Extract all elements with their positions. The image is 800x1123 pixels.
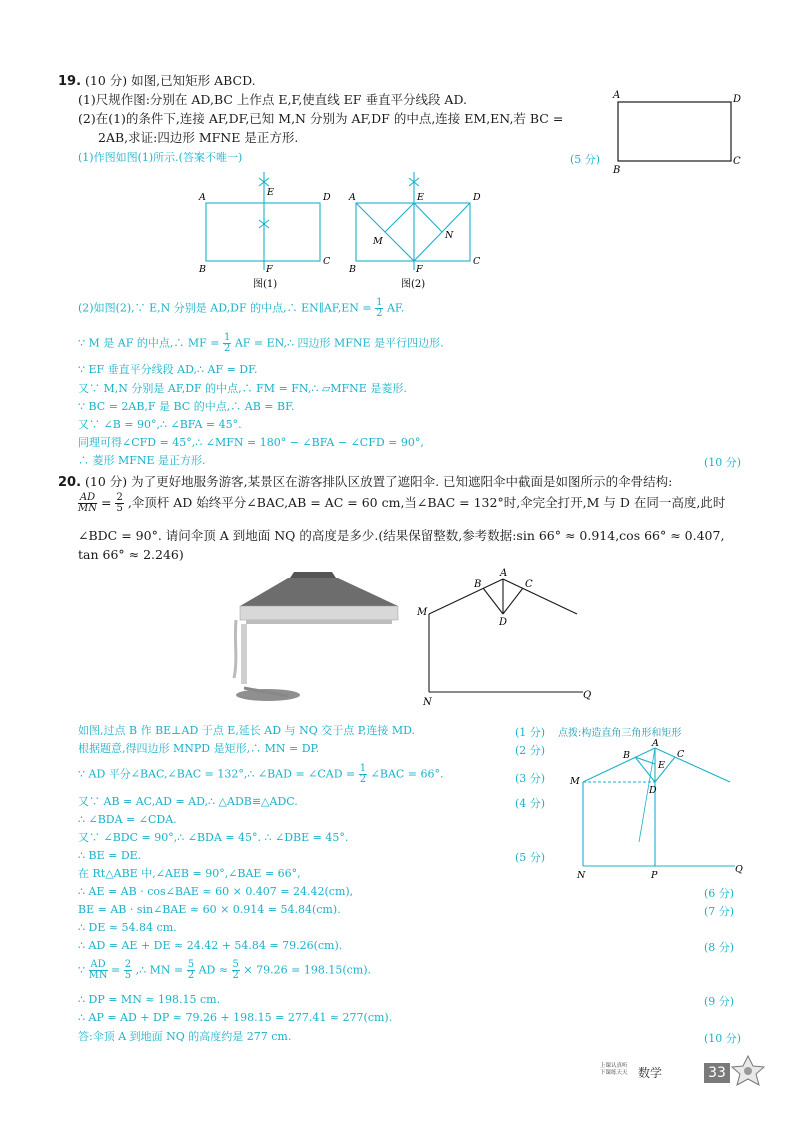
q20-ans-9-score: (6 分) xyxy=(704,887,735,900)
q19-answer-line-2 xyxy=(78,333,444,354)
ans-label-A: A xyxy=(652,738,659,749)
fig1-label-F: F xyxy=(266,264,273,275)
q19-l1-den: 2 xyxy=(376,308,383,319)
q19-answer-figure-1 xyxy=(195,168,345,290)
q20-ans-4-score: (4 分) xyxy=(515,797,546,810)
fig1-label-E: E xyxy=(267,187,274,198)
rectangle-abcd xyxy=(618,102,731,161)
q19-answer-line-3: ∵ EF 垂直平分线段 AD,∴ AF = DF. xyxy=(78,363,258,376)
diagram-label-N: N xyxy=(423,697,432,708)
q19-answer-line-6: 又∵ ∠B = 90°,∴ ∠BFA = 45°. xyxy=(78,418,242,431)
q20-ans-1: 如图,过点 B 作 BE⊥AD 于点 E,延长 AD 与 NQ 交于点 P,连接 MD. xyxy=(78,724,416,737)
q20-s3-fraction xyxy=(359,764,367,785)
label-D: D xyxy=(733,94,742,105)
fig2-label-D: D xyxy=(473,192,481,203)
fig1-caption: 图(1) xyxy=(253,279,278,290)
q20-ans-8: 在 Rt△ABE 中,∠AEB = 90°,∠BAE = 66°, xyxy=(78,867,301,880)
q20-ratio-value xyxy=(115,493,123,514)
q19-rectangle-figure xyxy=(605,88,755,178)
rib-left xyxy=(429,579,503,614)
diagram-label-Q: Q xyxy=(583,690,592,701)
q19-l2-den: 2 xyxy=(223,343,231,354)
q20-ratio-ad-mn xyxy=(78,493,97,514)
q20-ans-13 xyxy=(78,960,371,981)
diagram-label-A: A xyxy=(500,568,508,579)
rib-right xyxy=(503,579,577,614)
q20-ratio-num: 2 xyxy=(116,492,123,503)
q19-score: (10 分) xyxy=(85,73,128,88)
q20-s13-frac-2 xyxy=(187,960,195,981)
footer-slogan-line-2: 下课练天天 xyxy=(600,1070,628,1076)
q20-ratio-den: 5 xyxy=(116,503,123,514)
q20-s13-n1: 2 xyxy=(124,959,132,970)
q20-ans-3 xyxy=(78,764,444,785)
strut-bd xyxy=(483,588,503,614)
q20-ans-15: ∴ AP = AD + DP ≈ 79.26 + 198.15 = 277.41 ≈ 277(cm). xyxy=(78,1011,393,1024)
q19-answer-line-8: ∴ 菱形 MFNE 是正方形. xyxy=(78,454,206,467)
q20-s13-d2: 2 xyxy=(187,970,195,981)
q19-l1-post: AF. xyxy=(386,301,405,315)
ans-label-E: E xyxy=(658,760,665,771)
q20-ans-7-score: (5 分) xyxy=(515,851,546,864)
fig1-label-B: B xyxy=(199,264,206,275)
q19-answer-figure-2 xyxy=(345,168,495,290)
q20-s13-fd: MN xyxy=(88,970,108,981)
ans-label-Q: Q xyxy=(735,864,743,875)
q20-s13-frac-1 xyxy=(124,960,132,981)
q19-l2-num: 1 xyxy=(223,332,231,343)
footer-slogan-line-1: 上课认真听 xyxy=(600,1063,628,1069)
ans-label-N: N xyxy=(577,870,586,881)
q20-stem-1: 为了更好地服务游客,某景区在游客排队区放置了遮阳伞. 已知遮阳伞中截面是如图所示的伞骨结构: xyxy=(131,474,673,489)
q20-s13-e: × 79.26 = 198.15(cm). xyxy=(243,963,371,977)
q19-part2-line2: 2AB,求证:四边形 MFNE 是正方形. xyxy=(98,130,299,145)
q19-answer-line-5: ∵ BC = 2AB,F 是 BC 的中点,∴ AB = BF. xyxy=(78,400,295,413)
fig2-caption: 图(2) xyxy=(401,279,426,290)
q20-ans-2: 根据题意,得四边形 MNPD 是矩形,∴ MN = DP. xyxy=(78,742,320,755)
q19-l1-fraction xyxy=(375,298,383,319)
q20-ans-16-score: (10 分) xyxy=(704,1032,742,1045)
q20-ans-11: ∴ DE ≈ 54.84 cm. xyxy=(78,921,177,934)
diagram-label-D: D xyxy=(499,617,508,628)
ans-label-M: M xyxy=(570,776,580,787)
q20-header xyxy=(58,473,672,491)
q20-s13-b: = xyxy=(111,963,121,977)
q20-frac-den: MN xyxy=(78,503,97,514)
footer-star-logo-icon xyxy=(728,1054,768,1088)
ans-label-D: D xyxy=(649,785,657,796)
q20-ans-14-score: (9 分) xyxy=(704,995,735,1008)
q20-ans-16: 答:伞顶 A 到地面 NQ 的高度约是 277 cm. xyxy=(78,1030,292,1043)
q20-s3-pre: ∵ AD 平分∠BAC,∠BAC = 132°,∴ ∠BAD = ∠CAD = xyxy=(78,767,356,781)
q20-s13-frac-3 xyxy=(232,960,240,981)
q20-s13-fn: AD xyxy=(90,959,106,970)
fig2-label-B: B xyxy=(349,264,356,275)
q20-frac-num: AD xyxy=(79,492,96,503)
q20-s13-c: ,∴ MN = xyxy=(135,963,184,977)
umbrella-fabric-fold xyxy=(234,620,236,678)
fig1-label-D: D xyxy=(323,192,331,203)
q20-ans-14: ∴ DP = MN ≈ 198.15 cm. xyxy=(78,993,221,1006)
q19-l2-fraction xyxy=(223,333,231,354)
ans-label-P: P xyxy=(651,870,658,881)
q20-s3-post: ∠BAC = 66°. xyxy=(370,767,444,781)
fig1-rectangle xyxy=(206,203,320,261)
q19-header xyxy=(58,72,256,90)
q19-l1-pre: (2)如图(2),∵ E,N 分别是 AD,DF 的中点,∴ EN∥AF,EN = xyxy=(78,301,372,315)
q19-answer-line-7: 同理可得∠CFD = 45°,∴ ∠MFN = 180° − ∠BFA − ∠CFD = 90°, xyxy=(78,436,424,449)
label-A: A xyxy=(613,90,621,101)
diagram-label-C: C xyxy=(525,579,533,590)
ans-rib-left xyxy=(583,748,655,782)
fig2-label-C: C xyxy=(473,256,481,267)
q20-frac-eq: = xyxy=(100,495,112,510)
footer-slogan xyxy=(600,1063,628,1077)
q20-s13-d: AD ≈ xyxy=(198,963,229,977)
umbrella-photo xyxy=(228,570,413,708)
fig1-label-A: A xyxy=(199,192,206,203)
fig2-line-en xyxy=(414,203,442,232)
q20-frame-diagram xyxy=(415,567,610,709)
q19-part1: (1)尺规作图:分别在 AD,BC 上作点 E,F,使直线 EF 垂直平分线段 AD. xyxy=(78,92,467,107)
q20-score: (10 分) xyxy=(85,474,128,489)
q20-ans-12-score: (8 分) xyxy=(704,941,735,954)
label-B: B xyxy=(613,165,621,176)
q20-ans-6: 又∵ ∠BDC = 90°,∴ ∠BDA = 45°. ∴ ∠DBE = 45°. xyxy=(78,831,349,844)
ans-rib-right xyxy=(655,748,730,782)
q19-l2-pre: ∵ M 是 AF 的中点,∴ MF = xyxy=(78,336,220,350)
q20-ans-4: 又∵ AB = AC,AD = AD,∴ △ADB≌△ADC. xyxy=(78,795,298,808)
q20-answer-diagram xyxy=(565,738,745,883)
fig2-label-M: M xyxy=(373,236,383,247)
umbrella-valance xyxy=(240,606,398,620)
q20-s13-n2: 5 xyxy=(187,959,195,970)
q19-answer-1: (1)作图如图(1)所示.(答案不唯一) xyxy=(78,151,243,164)
ans-label-C: C xyxy=(677,749,685,760)
q19-final-score: (10 分) xyxy=(704,456,742,469)
q20-s3-den: 2 xyxy=(359,774,367,785)
fig2-label-A: A xyxy=(349,192,356,203)
diagram-label-M: M xyxy=(417,607,428,618)
label-C: C xyxy=(733,156,741,167)
q20-s3-num: 1 xyxy=(359,763,367,774)
q20-s13-n3: 5 xyxy=(232,959,239,970)
q20-ans-10-score: (7 分) xyxy=(704,905,735,918)
q20-ans-7: ∴ BE = DE. xyxy=(78,849,142,862)
q20-s13-d1: 5 xyxy=(124,970,132,981)
q19-l2-post: AF = EN,∴ 四边形 MFNE 是平行四边形. xyxy=(234,336,444,350)
q20-ans-5: ∴ ∠BDA = ∠CDA. xyxy=(78,813,177,826)
q20-s13-a: ∵ xyxy=(78,963,85,977)
q20-stem-2-row xyxy=(78,493,725,514)
fig2-line-em xyxy=(385,203,414,232)
fig1-label-C: C xyxy=(323,256,331,267)
page-number: 33 xyxy=(704,1063,730,1083)
diagram-label-B: B xyxy=(474,579,482,590)
q20-note: 点拨:构造直角三角形和矩形 xyxy=(558,728,682,739)
q20-ans-12: ∴ AD = AE + DE ≈ 24.42 + 54.84 = 79.26(cm). xyxy=(78,939,343,952)
q19-number: 19. xyxy=(58,74,82,89)
umbrella-base xyxy=(236,689,300,701)
fig2-label-F: F xyxy=(416,264,423,275)
ans-label-B: B xyxy=(623,750,630,761)
q20-stem-3: ∠BDC = 90°. 请问伞顶 A 到地面 NQ 的高度是多少.(结果保留整数,参考数据:sin 66° ≈ 0.914,cos 66° ≈ 0.407, xyxy=(78,528,725,543)
q20-s13-d3: 2 xyxy=(232,970,239,981)
q20-stem-4: tan 66° ≈ 2.246) xyxy=(78,547,184,562)
q19-answer-line-4: 又∵ M,N 分别是 AF,DF 的中点,∴ FM = FN,∴ ▱MFNE 是菱形. xyxy=(78,382,407,395)
q20-stem-2: ,伞顶杆 AD 始终平分∠BAC,AB = AC = 60 cm,当∠BAC = 132°时,伞完全打开,M 与 D 在同一高度,此时 xyxy=(127,495,726,510)
q20-number: 20. xyxy=(58,475,82,490)
q20-ans-2-score: (2 分) xyxy=(515,744,546,757)
q19-stem: 如图,已知矩形 ABCD. xyxy=(131,73,256,88)
q19-answer-line-1 xyxy=(78,298,404,319)
strut-cd xyxy=(503,588,523,614)
q20-ans-1-score: (1 分) xyxy=(515,726,546,739)
q20-ans-10: BE = AB · sin∠BAE ≈ 60 × 0.914 = 54.84(cm). xyxy=(78,903,341,916)
fig2-label-N: N xyxy=(445,230,454,241)
umbrella-canopy-vent xyxy=(290,572,336,578)
q20-ans-9: ∴ AE = AB · cos∠BAE ≈ 60 × 0.407 = 24.42(cm), xyxy=(78,885,354,898)
umbrella-pole xyxy=(241,624,247,684)
q20-ans-3-score: (3 分) xyxy=(515,772,546,785)
q20-s13-frac-ratio xyxy=(89,960,108,981)
q19-answer-1-score: (5 分) xyxy=(570,153,601,166)
q19-l1-num: 1 xyxy=(376,297,383,308)
fig2-label-E: E xyxy=(417,192,424,203)
footer-subject: 数学 xyxy=(638,1066,663,1080)
umbrella-underside xyxy=(246,620,392,624)
q19-part2-line1: (2)在(1)的条件下,连接 AF,DF,已知 M,N 分别为 AF,DF 的中点,连接 EM,EN,若 BC = xyxy=(78,111,564,126)
